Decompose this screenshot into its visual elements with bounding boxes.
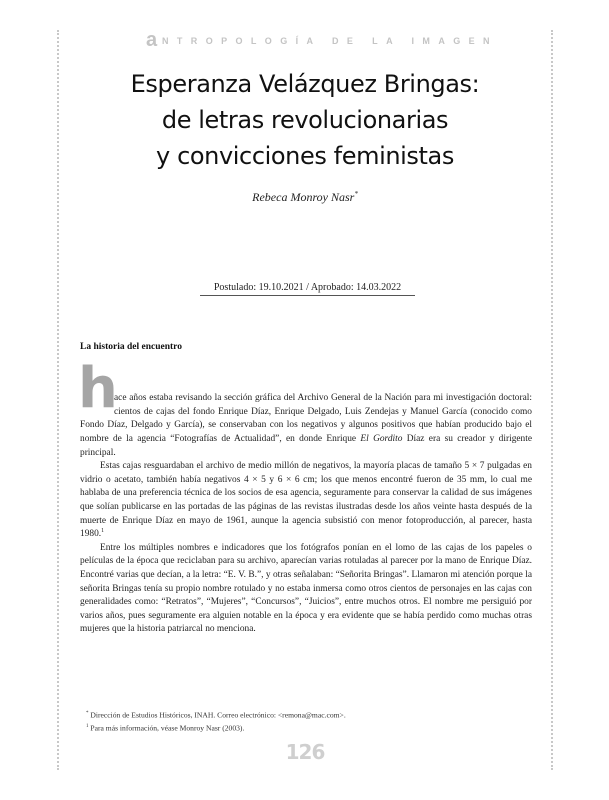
running-title: NTROPOLOGÍA DE LA IMAGEN — [162, 36, 498, 46]
paragraph-3: Entre los múltiples nombres e indicadores que los fotógrafos ponían en el lomo de las cajas de los papeles o películas de la época que reciclaban para su archivo, aparecían varias rotuladas al parecer por la mano de Enrique Díaz. Encontré varias que decían, a la letra: “E. V. B.”, y otras señalaban: “Señorita Bringas”. Llamaron mi atención porque la señorita Bringas tenía su propio nombre rotulado y no estaba inmersa como otros cientos de personajes en las cajas con generalidades como: “Retratos”, “Mujeres”, “Concursos”, “Juicios”, entre muchos otros. El nombre me persiguió por varios años, pues seguramente era alguien notable en la época y era evidente que se había perdido como muchas otras mujeres que la historia patriarcal no menciona. — [80, 542, 532, 635]
author-name: Rebeca Monroy Nasr — [252, 190, 355, 204]
author-note-marker[interactable]: * — [354, 190, 358, 198]
paragraph-2: Estas cajas resguardaban el archivo de medio millón de negativos, la mayoría placas de tamaño 5 × 7 pulgadas en vidrio o acetato, también había negativos 4 × 5 y 6 × 6 cm; los que menos encontré fueron de 35 mm, lo cual me hablaba de una preferencia técnica de los socios de esa agencia, seguramente para conservar la calidad de sus imágenes que solían publicarse en las portadas de las páginas de las revistas ilustradas desde los años veinte hasta después de la muerte de Enrique Díaz en mayo de 1961, aunque la agencia subsistió con menor fotoproducción, al parecer, hasta 1980.$^1$ — [80, 461, 532, 540]
journal-logo-letter: a — [146, 29, 158, 51]
paragraph-1: h ace años estaba revisando la sección gráfica del Archivo General de la Nación para mi investigación doctoral: cientos de cajas del fondo Enrique Díaz, Enrique Delgado, Luis Zendejas y Manuel García (conocido como Fondo Díaz, Delgado y García), se conservaban con los negativos y algunos positivos que habían producido bajo el nombre de la agencia “Fotografías de Actualidad”, en donde Enrique El Gordito Díaz era su creador y dirigente principal. — [78, 356, 532, 458]
footnote-ref-1[interactable]: 1 — [101, 528, 105, 534]
submission-dates: Postulado: 19.10.2021 / Aprobado: 14.03.2022 — [200, 282, 415, 296]
left-margin-rule — [57, 30, 59, 770]
section-heading: La historia del encuentro — [80, 342, 182, 352]
article-title — [60, 66, 550, 174]
author-line — [60, 190, 550, 205]
drop-cap: h — [78, 356, 118, 421]
footnotes — [80, 708, 532, 733]
title-line-1: Esperanza Velázquez Bringas: — [130, 70, 480, 98]
footnote-author: * Dirección de Estudios Históricos, INAH. Correo electrónico: <remona@mac.com>. — [86, 710, 346, 720]
footnote-1: $^1$ Para más información, véase Monroy Nasr (2003). — [86, 723, 245, 733]
page-number: 126 — [285, 740, 325, 764]
title-line-3: y convicciones feministas — [156, 142, 454, 170]
right-margin-rule — [551, 30, 553, 770]
nickname-italic: El Gordito — [360, 433, 403, 444]
title-line-2: de letras revolucionarias — [161, 106, 449, 134]
running-header — [146, 29, 498, 51]
article-body — [78, 356, 532, 637]
